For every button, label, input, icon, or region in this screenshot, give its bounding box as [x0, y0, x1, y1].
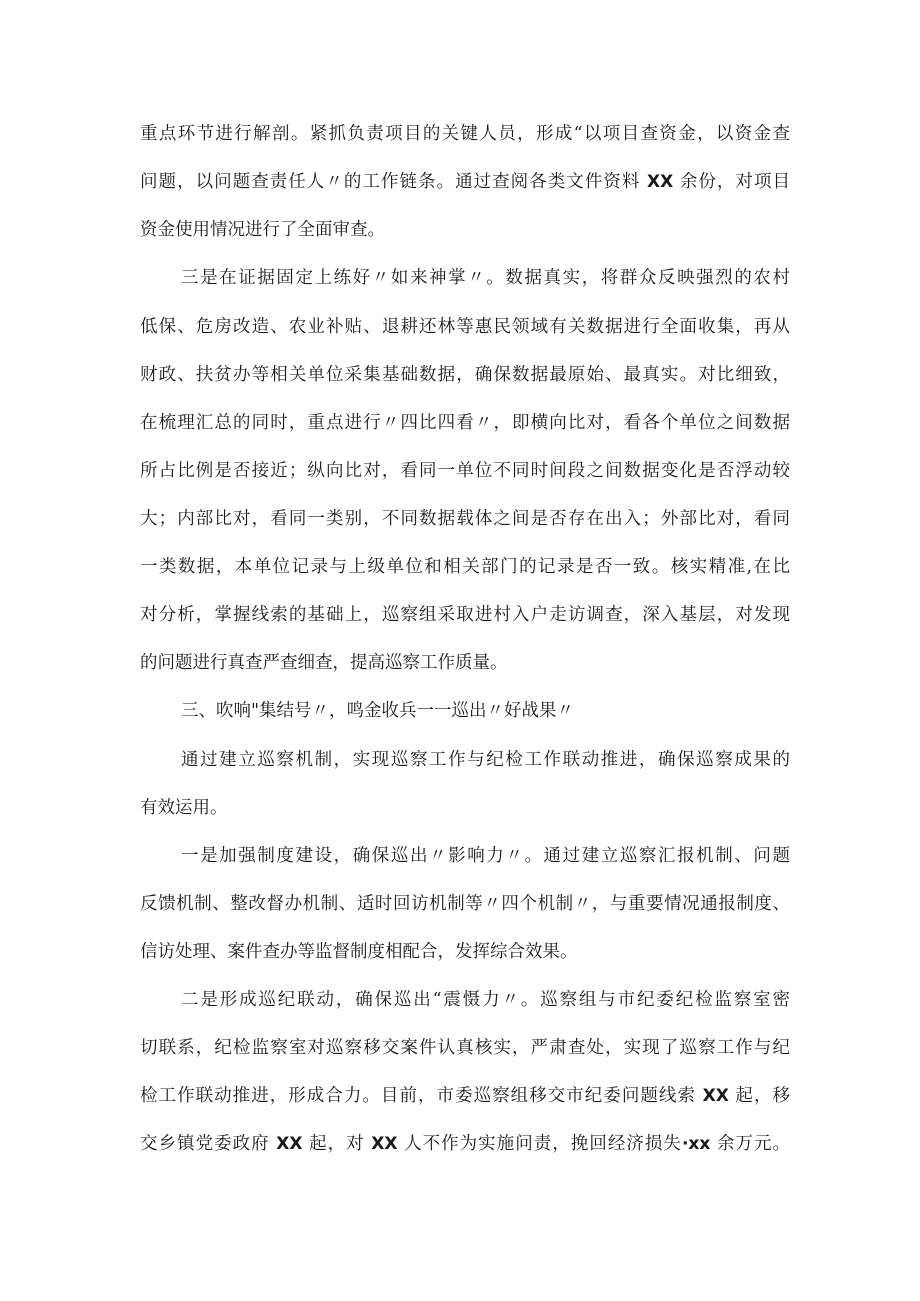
p2-line-5	[140, 455, 790, 487]
text-segment: 资金使用情况进行了全面审查。	[140, 220, 385, 240]
p2-line-3	[140, 359, 790, 391]
p2-line-7	[140, 551, 790, 583]
placeholder-xx: ·xx	[681, 1134, 711, 1154]
text-segment: 信访处理、案件查办等监督制度相配合，发挥综合效果。	[140, 942, 578, 962]
p5-line-1	[181, 840, 790, 872]
text-segment: 二是形成巡纪联动，确保巡出“震慑力〃。巡察组与市纪委纪检监察室密	[181, 990, 790, 1010]
p6-line-4	[140, 1128, 790, 1160]
p4-line-2	[140, 792, 790, 824]
text-segment: 反馈机制、整改督办机制、适时回访机制等〃四个机制〃，与重要情况通报制度、	[140, 894, 790, 914]
placeholder-xx: XX	[371, 1134, 398, 1154]
p5-line-2	[140, 888, 790, 920]
text-segment: 有效运用。	[140, 798, 228, 818]
p6-line-2	[140, 1032, 790, 1064]
text-segment: 对分析，掌握线索的基础上，巡察组采取进村入户走访调查，深入基层，对发现	[140, 605, 790, 625]
text-segment: 切联系，纪检监察室对巡察移交案件认真核实，严肃查处，实现了巡察工作与纪	[140, 1038, 790, 1058]
text-segment: 三是在证据固定上练好〃如来神掌〃。数据真实，将群众反映强烈的农村	[181, 268, 790, 288]
text-segment: 通过建立巡察机制，实现巡察工作与纪检工作联动推进，确保巡察成果的	[181, 750, 790, 770]
text-segment: 重点环节进行解剖。紧抓负责项目的关键人员，形成“以项目查资金，以资金查	[140, 124, 790, 144]
p2-line-4	[140, 407, 790, 439]
p2-line-6	[140, 503, 790, 535]
text-segment: 交乡镇党委政府	[140, 1134, 277, 1154]
p4-line-1	[181, 744, 790, 776]
p6-line-1	[181, 984, 790, 1016]
text-segment: 大；内部比对，看同一类别，不同数据载体之间是否存在出入；外部比对，看同	[140, 509, 790, 529]
p5-line-3	[140, 936, 790, 968]
p6-line-3	[140, 1080, 790, 1112]
placeholder-xx: XX	[702, 1086, 729, 1106]
text-segment: 在梳理汇总的同时，重点进行〃四比四看〃，即横向比对，看各个单位之间数据	[140, 413, 790, 433]
text-segment: 起，对	[302, 1134, 372, 1154]
p1-line-3	[140, 214, 790, 246]
text-segment: 余份，对项目	[673, 172, 791, 192]
section-heading	[181, 695, 790, 727]
text-segment: 起，移	[728, 1086, 790, 1106]
p1-line-1	[140, 118, 790, 150]
placeholder-xx: XX	[276, 1134, 303, 1154]
p1-line-2	[140, 166, 790, 198]
placeholder-xx: XX	[647, 172, 674, 192]
text-segment: 问题，以问题查责任人〃的工作链条。通过查阅各类文件资料	[140, 172, 648, 192]
p2-line-1	[181, 262, 790, 294]
text-segment: 三、吹响"集结号〃，鸣金收兵一一巡出〃好战果〃	[181, 701, 575, 721]
text-segment: 所占比例是否接近；纵向比对，看同一单位不同时间段之间数据变化是否浮动较	[140, 461, 790, 481]
text-segment: 一是加强制度建设，确保巡出〃影响力〃。通过建立巡察汇报机制、问题	[181, 846, 790, 866]
text-segment: 的问题进行真查严查细查，提高巡察工作质量。	[140, 653, 508, 673]
text-segment: 余万元。	[710, 1134, 791, 1154]
p2-line-8	[140, 599, 790, 631]
text-segment: 人不作为实施问责，挽回经济损失	[397, 1134, 682, 1154]
text-segment: 低保、危房改造、农业补贴、退耕还林等惠民领域有关数据进行全面收集，再从	[140, 317, 790, 337]
text-segment: 一类数据，本单位记录与上级单位和相关部门的记录是否一致。核实精准,在比	[140, 557, 790, 577]
p2-line-9	[140, 647, 790, 679]
text-segment: 财政、扶贫办等相关单位采集基础数据，确保数据最原始、最真实。对比细致，	[140, 365, 790, 385]
text-segment: 检工作联动推进，形成合力。目前，市委巡察组移交市纪委问题线索	[140, 1086, 703, 1106]
p2-line-2	[140, 311, 790, 343]
